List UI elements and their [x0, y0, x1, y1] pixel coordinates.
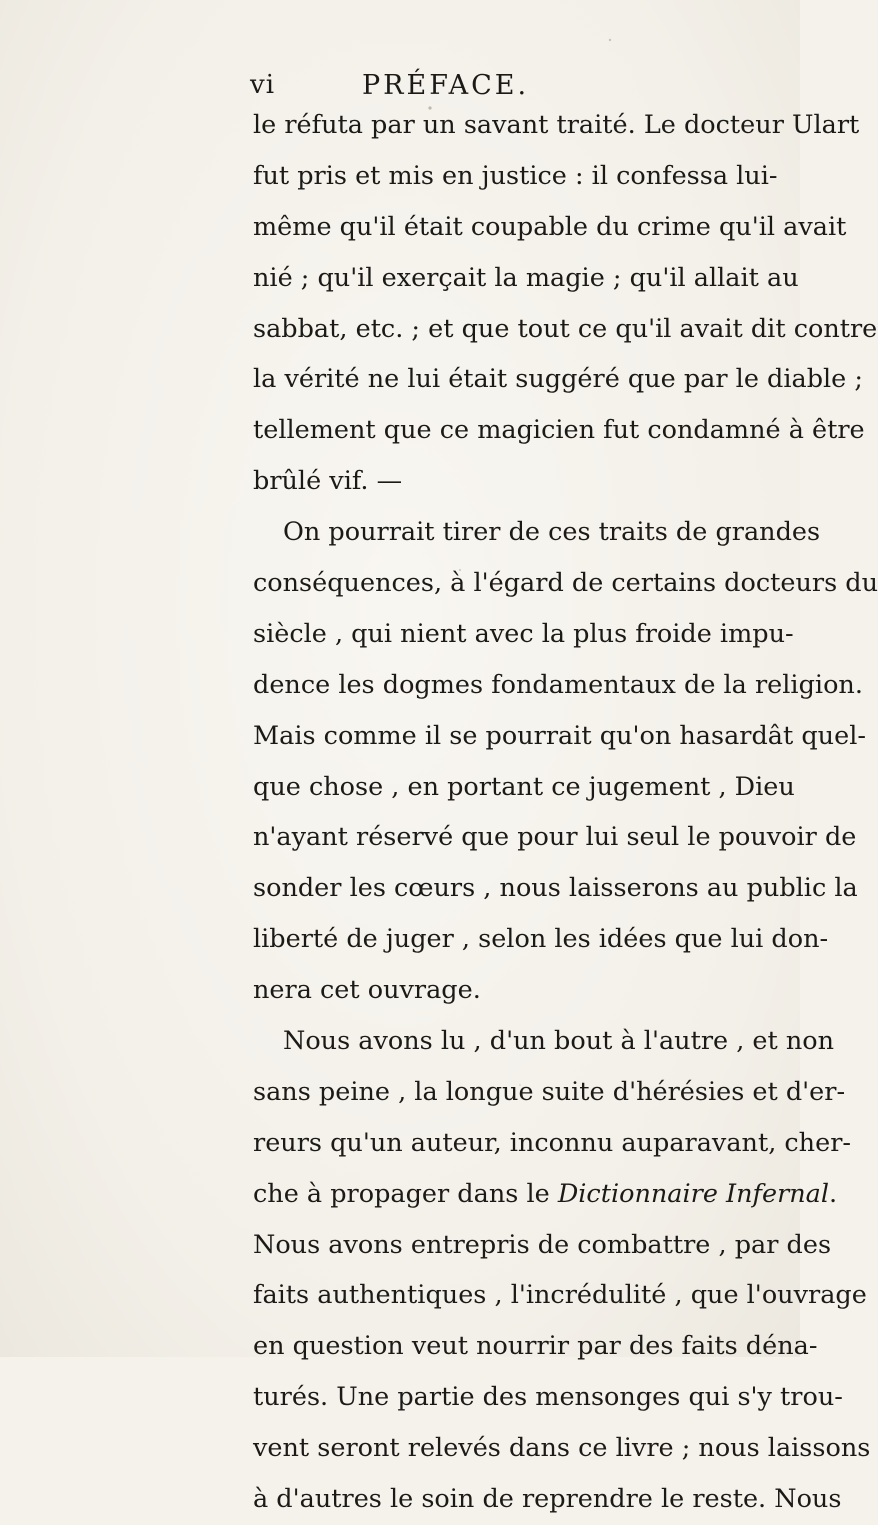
text-line: sans peine , la longue suite d'hérésies et d'er- [253, 1076, 846, 1107]
text-line: liberté de juger , selon les idées que lui don- [253, 924, 829, 955]
text-line: n'ayant réservé que pour lui seul le pouvoir de [253, 822, 857, 853]
paragraph-start-line: On pourrait tirer de ces traits de grandes [283, 517, 821, 548]
text-line: siècle , qui nient avec la plus froide impu- [253, 618, 794, 649]
text-line: le réfuta par un savant traité. Le docteur Ulart [253, 110, 860, 140]
text-line: à d'autres le soin de reprendre le reste. Nous [253, 1484, 842, 1515]
text-line: Mais comme il se pourrait qu'on hasardât quel- [253, 720, 866, 751]
text-line: en question veut nourrir par des faits déna- [253, 1331, 818, 1362]
text-line: Nous avons entrepris de combattre , par des [253, 1229, 832, 1260]
text-line: la vérité ne lui était suggéré que par le diable ; [253, 364, 863, 395]
text-line: sabbat, etc. ; et que tout ce qu'il avait dit contre [253, 313, 878, 344]
text-line: nera cet ouvrage. [253, 975, 481, 1006]
text-line: faits authentiques , l'incrédulité , que l'ouvrage [253, 1280, 867, 1311]
text-line: nié ; qu'il exerçait la magie ; qu'il allait au [253, 262, 799, 293]
text-line: brûlé vif. — [253, 466, 403, 497]
paragraph-start-line: Nous avons lu , d'un bout à l'autre , et non [283, 1026, 835, 1057]
text-line: sonder les cœurs , nous laisserons au public la [253, 873, 858, 904]
text-line: turés. Une partie des mensonges qui s'y trou- [253, 1382, 843, 1413]
text-line: conséquences, à l'égard de certains docteurs du [253, 568, 878, 599]
running-head: PRÉFACE. [362, 70, 530, 101]
text-line: che à propager dans le Dictionnaire Infernal. [253, 1178, 838, 1209]
text-line: reurs qu'un auteur, inconnu auparavant, cher- [253, 1127, 852, 1158]
text-line: que chose , en portant ce jugement , Dieu [253, 771, 795, 802]
page-number: vi [250, 70, 276, 100]
text-line: tellement que ce magicien fut condamné à être [253, 415, 865, 446]
text-line: même qu'il était coupable du crime qu'il avait [253, 211, 847, 242]
text-line: vent seront relevés dans ce livre ; nous laissons [253, 1433, 871, 1464]
body-text [253, 100, 878, 1525]
book-title-italic: Dictionnaire Infernal [557, 1178, 830, 1209]
text-line: fut pris et mis en justice : il confessa lui- [253, 160, 778, 191]
text-line: dence les dogmes fondamentaux de la religion. [253, 669, 863, 700]
